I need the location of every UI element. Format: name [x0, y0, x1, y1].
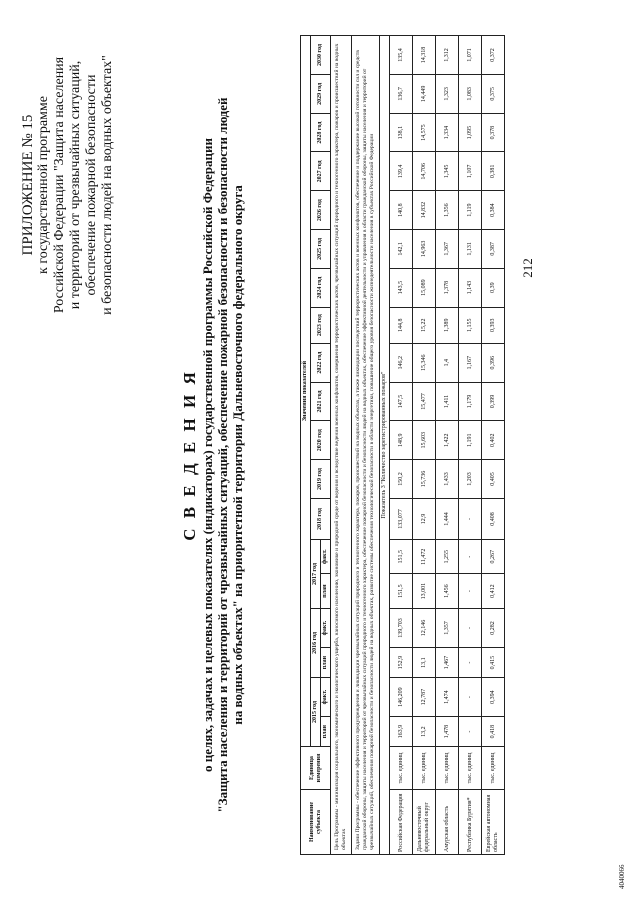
fact-header: факт. — [321, 540, 331, 574]
year-header: 2016 год — [311, 608, 321, 677]
value-cell: 133,077 — [390, 498, 413, 539]
value-cell: 1,433 — [436, 460, 459, 499]
value-cell: 14,318 — [413, 36, 436, 75]
document-page — [10, 15, 630, 895]
value-cell: - — [459, 498, 482, 539]
document-title — [180, 55, 245, 855]
value-cell: 1,474 — [436, 677, 459, 716]
year-header: 2025 год — [311, 230, 331, 269]
value-cell: 0,402 — [482, 421, 505, 460]
value-cell: - — [459, 540, 482, 574]
value-cell: 150,2 — [390, 460, 413, 499]
value-cell: 1,203 — [459, 460, 482, 499]
value-cell: 1,444 — [436, 498, 459, 539]
col-header-values: Значения показателей — [301, 36, 311, 747]
appendix-line: и безопасности людей на водных объектах" — [100, 55, 115, 315]
value-cell: 11,472 — [413, 540, 436, 574]
value-cell: 1,107 — [459, 152, 482, 191]
value-cell: 0,378 — [482, 113, 505, 152]
value-cell: 1,167 — [459, 343, 482, 382]
value-cell: 14,575 — [413, 113, 436, 152]
plan-header: план — [321, 648, 331, 678]
appendix-line: к государственной программе — [36, 96, 51, 274]
value-cell: 1,131 — [459, 230, 482, 269]
value-cell: 1,255 — [436, 540, 459, 574]
value-cell: 144,8 — [390, 307, 413, 343]
value-cell: 1,356 — [436, 191, 459, 230]
title-heading: С В Е Д Е Н И Я — [180, 369, 199, 541]
plan-header: план — [321, 574, 331, 609]
value-cell: 138,1 — [390, 113, 413, 152]
value-cell: 0,39 — [482, 268, 505, 307]
value-cell: 1,083 — [459, 74, 482, 113]
year-header-row — [311, 36, 321, 855]
value-cell: - — [459, 717, 482, 747]
value-cell: 1,367 — [436, 230, 459, 269]
value-cell: 139,703 — [390, 608, 413, 647]
year-header: 2021 год — [311, 382, 331, 421]
value-cell: 0,267 — [482, 540, 505, 574]
value-cell: - — [459, 677, 482, 716]
goal-text: Цель Программы - минимизация социального, экономического и экологического ущерба, наносимого населению, экономике и природной среде от ведения и вследствие ведения военных конфликтов, совершения террористических актов, чрезвычайных ситуаций природного и техногенного характера, пожаров и происшествий на водных объектах — [331, 36, 352, 855]
value-cell: 14,963 — [413, 230, 436, 269]
value-cell: 1,191 — [459, 421, 482, 460]
region-name: Республика Бурятия* — [459, 790, 482, 855]
unit-cell: тыс. единиц — [482, 747, 505, 790]
value-cell: 147,5 — [390, 382, 413, 421]
table-row — [413, 36, 436, 855]
value-cell: 151,5 — [390, 574, 413, 609]
value-cell: 1,143 — [459, 268, 482, 307]
year-header: 2015 год — [311, 677, 321, 746]
value-cell: 15,089 — [413, 268, 436, 307]
value-cell: 14,449 — [413, 74, 436, 113]
value-cell: 0,396 — [482, 343, 505, 382]
fact-header: факт. — [321, 677, 331, 716]
value-cell: 0,418 — [482, 717, 505, 747]
year-header: 2019 год — [311, 460, 331, 499]
unit-cell: тыс. единиц — [413, 747, 436, 790]
value-cell: 0,394 — [482, 677, 505, 716]
value-cell: 0,372 — [482, 36, 505, 75]
value-cell: 142,1 — [390, 230, 413, 269]
appendix-line: обеспечение пожарной безопасности — [84, 74, 99, 296]
year-header: 2029 год — [311, 74, 331, 113]
appendix-number: ПРИЛОЖЕНИЕ № 15 — [20, 114, 36, 256]
value-cell: 1,323 — [436, 74, 459, 113]
value-cell: 152,9 — [390, 648, 413, 678]
value-cell: 136,7 — [390, 74, 413, 113]
title-line: "Защита населения и территорий от чрезвычайных ситуаций, обеспечение пожарной безопасности и безопасности людей — [215, 97, 230, 813]
title-line: на водных объектах" на приоритетной территории Дальневосточного федерального округа — [230, 185, 245, 725]
value-cell: - — [459, 608, 482, 647]
table-row — [436, 36, 459, 855]
indicators-table — [300, 35, 505, 855]
value-cell: 15,346 — [413, 343, 436, 382]
year-header: 2023 год — [311, 307, 331, 343]
value-cell: 0,282 — [482, 608, 505, 647]
value-cell: 1,071 — [459, 36, 482, 75]
value-cell: 146,209 — [390, 677, 413, 716]
value-cell: 0,408 — [482, 498, 505, 539]
year-header: 2020 год — [311, 421, 331, 460]
value-cell: 1,357 — [436, 608, 459, 647]
value-cell: 13,1 — [413, 648, 436, 678]
value-cell: 163,9 — [390, 717, 413, 747]
value-cell: 140,8 — [390, 191, 413, 230]
title-line: о целях, задачах и целевых показателях (индикаторах) государственной программы Российской Федерации — [200, 137, 215, 773]
value-cell: 14,706 — [413, 152, 436, 191]
value-cell: 1,456 — [436, 574, 459, 609]
value-cell: 1,4 — [436, 343, 459, 382]
region-name: Дальневосточный федеральный округ — [413, 790, 436, 855]
value-cell: 1,467 — [436, 648, 459, 678]
value-cell: 15,477 — [413, 382, 436, 421]
value-cell: 1,119 — [459, 191, 482, 230]
value-cell: 15,603 — [413, 421, 436, 460]
page-number: 212 — [520, 258, 535, 278]
appendix-line: и территорий от чрезвычайных ситуаций, — [68, 60, 83, 310]
value-cell: - — [459, 574, 482, 609]
value-cell: 0,375 — [482, 74, 505, 113]
value-cell: 15,736 — [413, 460, 436, 499]
value-cell: 13,001 — [413, 574, 436, 609]
value-cell: 151,5 — [390, 540, 413, 574]
region-name: Еврейская автономная область — [482, 790, 505, 855]
value-cell: 148,9 — [390, 421, 413, 460]
value-cell: 135,4 — [390, 36, 413, 75]
year-header: 2027 год — [311, 152, 331, 191]
value-cell: 1,478 — [436, 717, 459, 747]
year-header: 2018 год — [311, 498, 331, 539]
fact-header: факт. — [321, 608, 331, 647]
value-cell: 0,415 — [482, 648, 505, 678]
col-header-unit: Единица измерения — [301, 747, 331, 790]
tasks-text: Задачи Программы - обеспечение эффективного предупреждения и ликвидации чрезвычайных ситуаций природного и техногенного характера, пожаров, происшествий на водных объектах, а также ликвидации последствий террористических актов и военных конфликтов, обеспечение и поддержание высокой готовности сил и средств гражданской обороны, защиты населения и территорий от чрезвычайных ситуаций природного и техногенного характера, обеспечение пожарной безопасности и безопасности людей на водных объектах, обеспечение эффективной деятельности и управления в области гражданской обороны, защиты населения и территорий от чрезвычайных ситуаций, обеспечения пожарной безопасности и безопасности людей на водных объектах, развитие системы обеспечения технологической безопасности в области энергетики, повышение общего уровня безопасности жизнедеятельности населения в субъектах Российской Федерации — [352, 36, 380, 855]
value-cell: 0,405 — [482, 460, 505, 499]
value-cell: 1,095 — [459, 113, 482, 152]
value-cell: 1,155 — [459, 307, 482, 343]
value-cell: 0,399 — [482, 382, 505, 421]
value-cell: 146,2 — [390, 343, 413, 382]
year-header: 2024 год — [311, 268, 331, 307]
year-header: 2028 год — [311, 113, 331, 152]
value-cell: 12,146 — [413, 608, 436, 647]
unit-cell: тыс. единиц — [459, 747, 482, 790]
value-cell: 139,4 — [390, 152, 413, 191]
value-cell: 1,378 — [436, 268, 459, 307]
year-header: 2022 год — [311, 343, 331, 382]
value-cell: 1,411 — [436, 382, 459, 421]
value-cell: 14,832 — [413, 191, 436, 230]
value-cell: - — [459, 648, 482, 678]
value-cell: 143,5 — [390, 268, 413, 307]
table-row — [482, 36, 505, 855]
table-body — [331, 36, 505, 855]
unit-cell: тыс. единиц — [436, 747, 459, 790]
value-cell: 1,334 — [436, 113, 459, 152]
value-cell: 0,393 — [482, 307, 505, 343]
region-name: Российская Федерация — [390, 790, 413, 855]
value-cell: 0,381 — [482, 152, 505, 191]
year-header: 2017 год — [311, 540, 321, 609]
value-cell: 1,389 — [436, 307, 459, 343]
col-header-name: Наименование субъекта — [301, 790, 331, 855]
value-cell: 0,387 — [482, 230, 505, 269]
value-cell: 0,384 — [482, 191, 505, 230]
value-cell: 12,9 — [413, 498, 436, 539]
value-cell: 1,422 — [436, 421, 459, 460]
unit-cell: тыс. единиц — [390, 747, 413, 790]
table-row — [390, 36, 413, 855]
value-cell: 13,2 — [413, 717, 436, 747]
value-cell: 1,179 — [459, 382, 482, 421]
value-cell: 0,412 — [482, 574, 505, 609]
indicator-title: Показатель 3 "Количество зарегистрированных пожаров" — [380, 36, 390, 855]
value-cell: 15,22 — [413, 307, 436, 343]
year-header: 2030 год — [311, 36, 331, 75]
plan-header: план — [321, 717, 331, 747]
value-cell: 1,345 — [436, 152, 459, 191]
year-header: 2026 год — [311, 191, 331, 230]
appendix-line: Российской Федерации "Защита населения — [52, 56, 67, 314]
table-row — [459, 36, 482, 855]
value-cell: 1,312 — [436, 36, 459, 75]
region-name: Амурская область — [436, 790, 459, 855]
value-cell: 12,787 — [413, 677, 436, 716]
footer-code: 4040066 — [618, 864, 626, 889]
appendix-block — [20, 35, 116, 335]
